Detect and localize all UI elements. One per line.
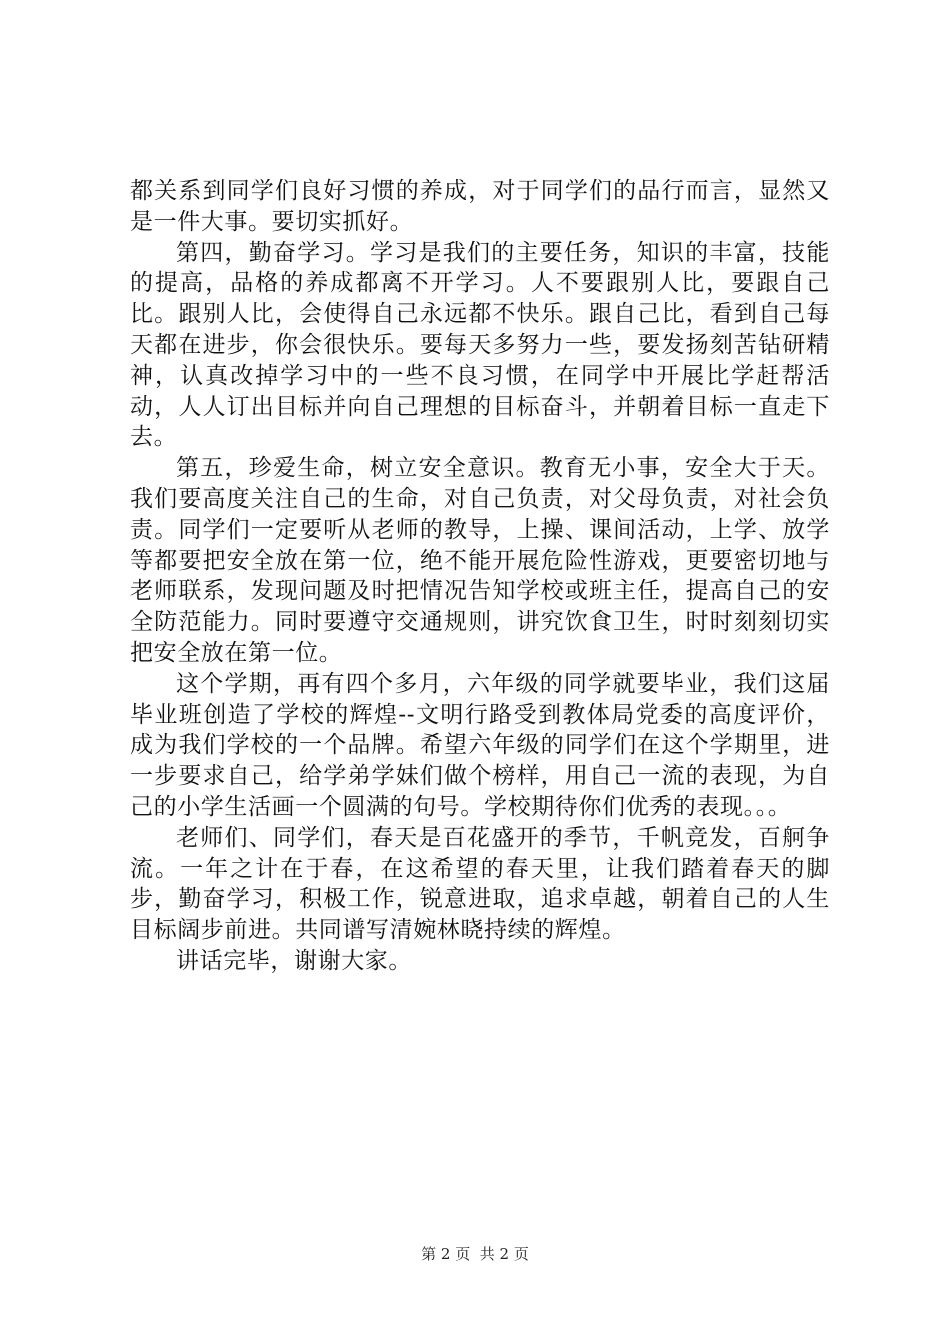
paragraph-1: 都关系到同学们良好习惯的养成，对于同学们的品行而言，显然又是一件大事。要切实抓好。 xyxy=(130,178,830,235)
page-footer: 第 2 页 共 2 页 xyxy=(421,1245,529,1263)
paragraph-6: 讲话完毕，谢谢大家。 xyxy=(176,947,412,974)
paragraph-5: 老师们、同学们，春天是百花盛开的季节，千帆竞发，百舸争流。一年之计在于春，在这希望的春天里，让我们踏着春天的脚步，勤奋学习，积极工作，锐意进取，追求卓越，朝着自己的人生目标阔步前进。共同谱写清婉林晓持续的辉煌。 xyxy=(130,824,830,944)
paragraph-3: 第五，珍爱生命，树立安全意识。教育无小事，安全大于天。我们要高度关注自己的生命，对自己负责，对父母负责，对社会负责。同学们一定要听从老师的教导，上操、课间活动，上学、放学等都要把安全放在第一位，绝不能开展危险性游戏，更要密切地与老师联系，发现问题及时把情况告知学校或班主任，提高自己的安全防范能力。同时要遵守交通规则，讲究饮食卫生，时时刻刻切实把安全放在第一位。 xyxy=(130,455,830,666)
paragraph-4: 这个学期，再有四个多月，六年级的同学就要毕业，我们这届毕业班创造了学校的辉煌--文明行路受到教体局党委的高度评价，成为我们学校的一个品牌。希望六年级的同学们在这个学期里，进一步要求自己，给学弟学妹们做个榜样，用自己一流的表现，为自己的小学生活画一个圆满的句号。学校期待你们优秀的表现。。。 xyxy=(130,670,830,820)
document-body xyxy=(130,176,830,977)
paragraph-2: 第四，勤奋学习。学习是我们的主要任务，知识的丰富，技能的提高，品格的养成都离不开学习。人不要跟别人比，要跟自己比。跟别人比，会使得自己永远都不快乐。跟自己比，看到自己每天都在进步，你会很快乐。要每天多努力一些，要发扬刻苦钻研精神，认真改掉学习中的一些不良习惯，在同学中开展比学赶帮活动，人人订出目标并向自己理想的目标奋斗，并朝着目标一直走下去。 xyxy=(130,239,830,451)
